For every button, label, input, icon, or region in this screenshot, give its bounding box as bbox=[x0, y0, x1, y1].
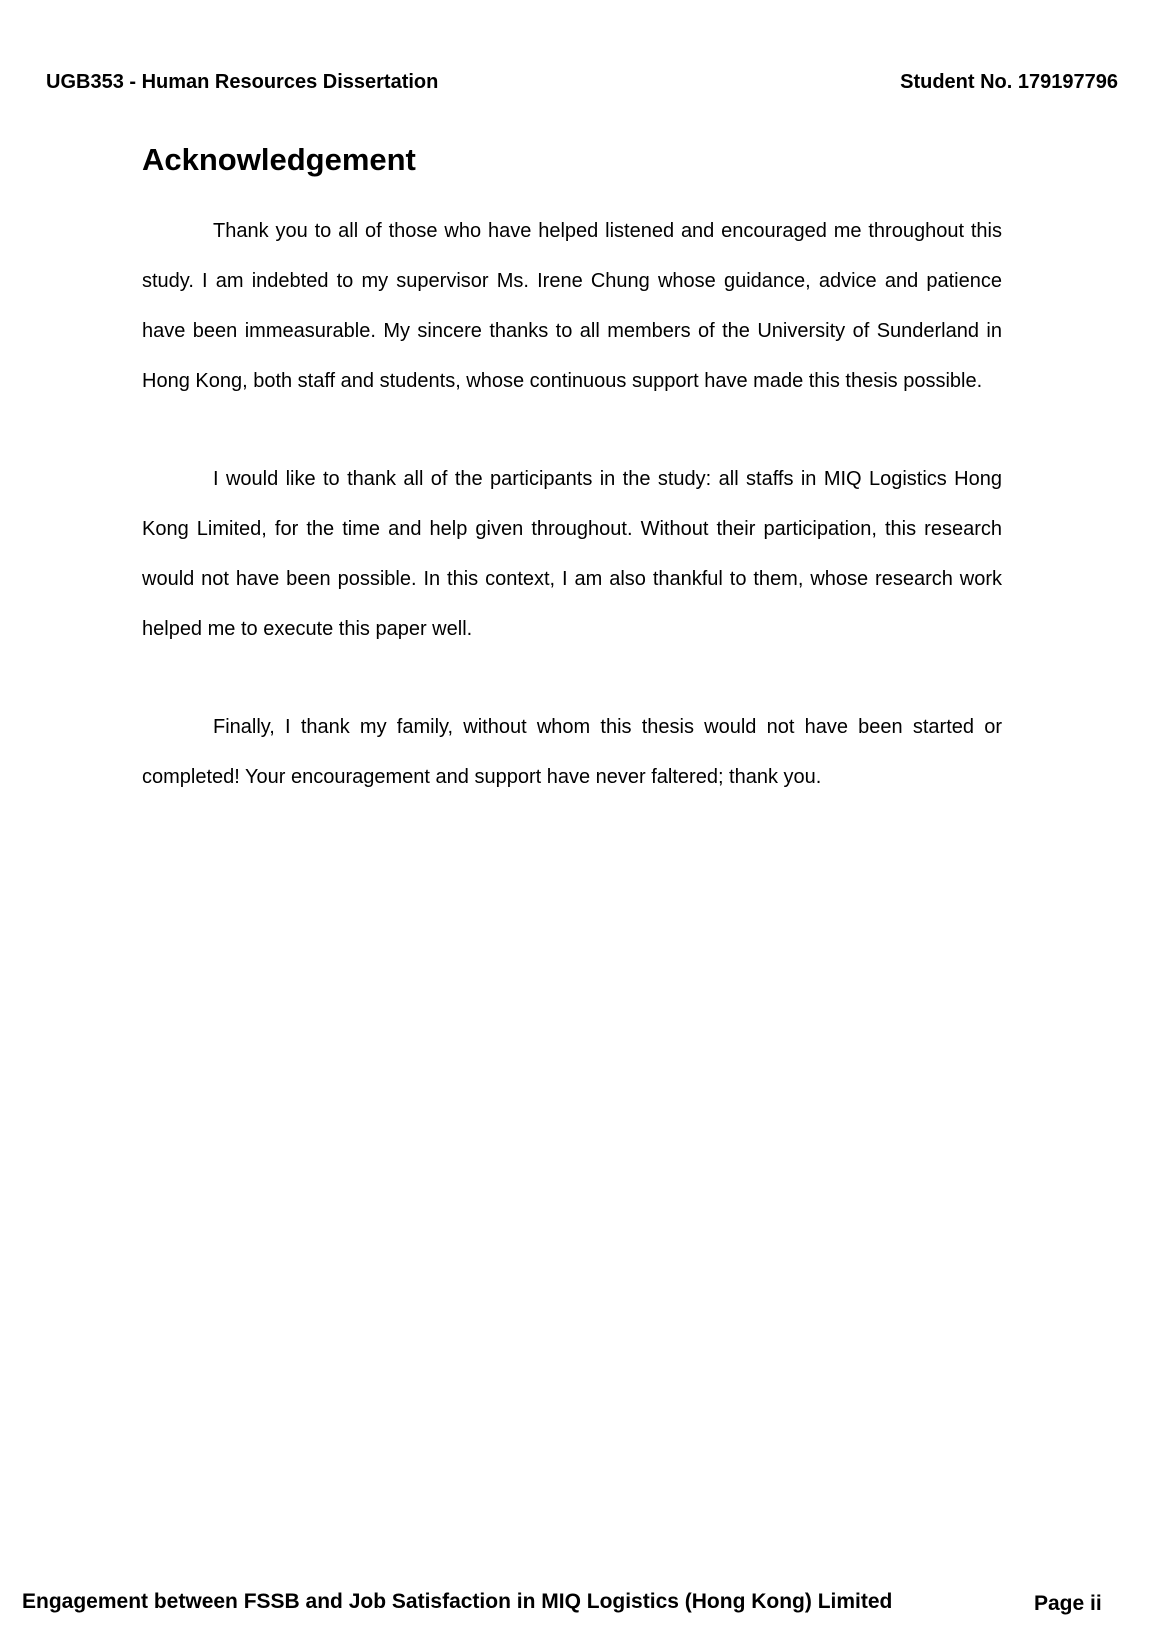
paragraph-2: I would like to thank all of the participants in the study: all staffs in MIQ Logistics Hong Kong Limited, for the time and help given throughout. Without their participation, this research would not have been possible. In this context, I am also thankful to them, whose research work helped me to execute this paper well. bbox=[142, 468, 1002, 640]
footer-page-number: Page ii bbox=[1034, 1592, 1102, 1615]
paragraph-1: Thank you to all of those who have helped listened and encouraged me throughout this study. I am indebted to my supervisor Ms. Irene Chung whose guidance, advice and patience have been immeasurable. My sincere thanks to all members of the University of Sunderland in Hong Kong, both staff and students, whose continuous support have made this thesis possible. bbox=[142, 220, 1002, 392]
paragraph-3: Finally, I thank my family, without whom this thesis would not have been started or completed! Your encouragement and support have never faltered; thank you. bbox=[142, 716, 1002, 788]
header-student-number: Student No. 179197796 bbox=[900, 71, 1118, 93]
page-header bbox=[46, 70, 1118, 94]
page-title: Acknowledgement bbox=[142, 142, 416, 177]
document-body bbox=[142, 140, 1002, 802]
header-course-title: UGB353 - Human Resources Dissertation bbox=[46, 71, 439, 93]
footer-document-title: Engagement between FSSB and Job Satisfaction in MIQ Logistics (Hong Kong) Limited bbox=[22, 1590, 893, 1613]
